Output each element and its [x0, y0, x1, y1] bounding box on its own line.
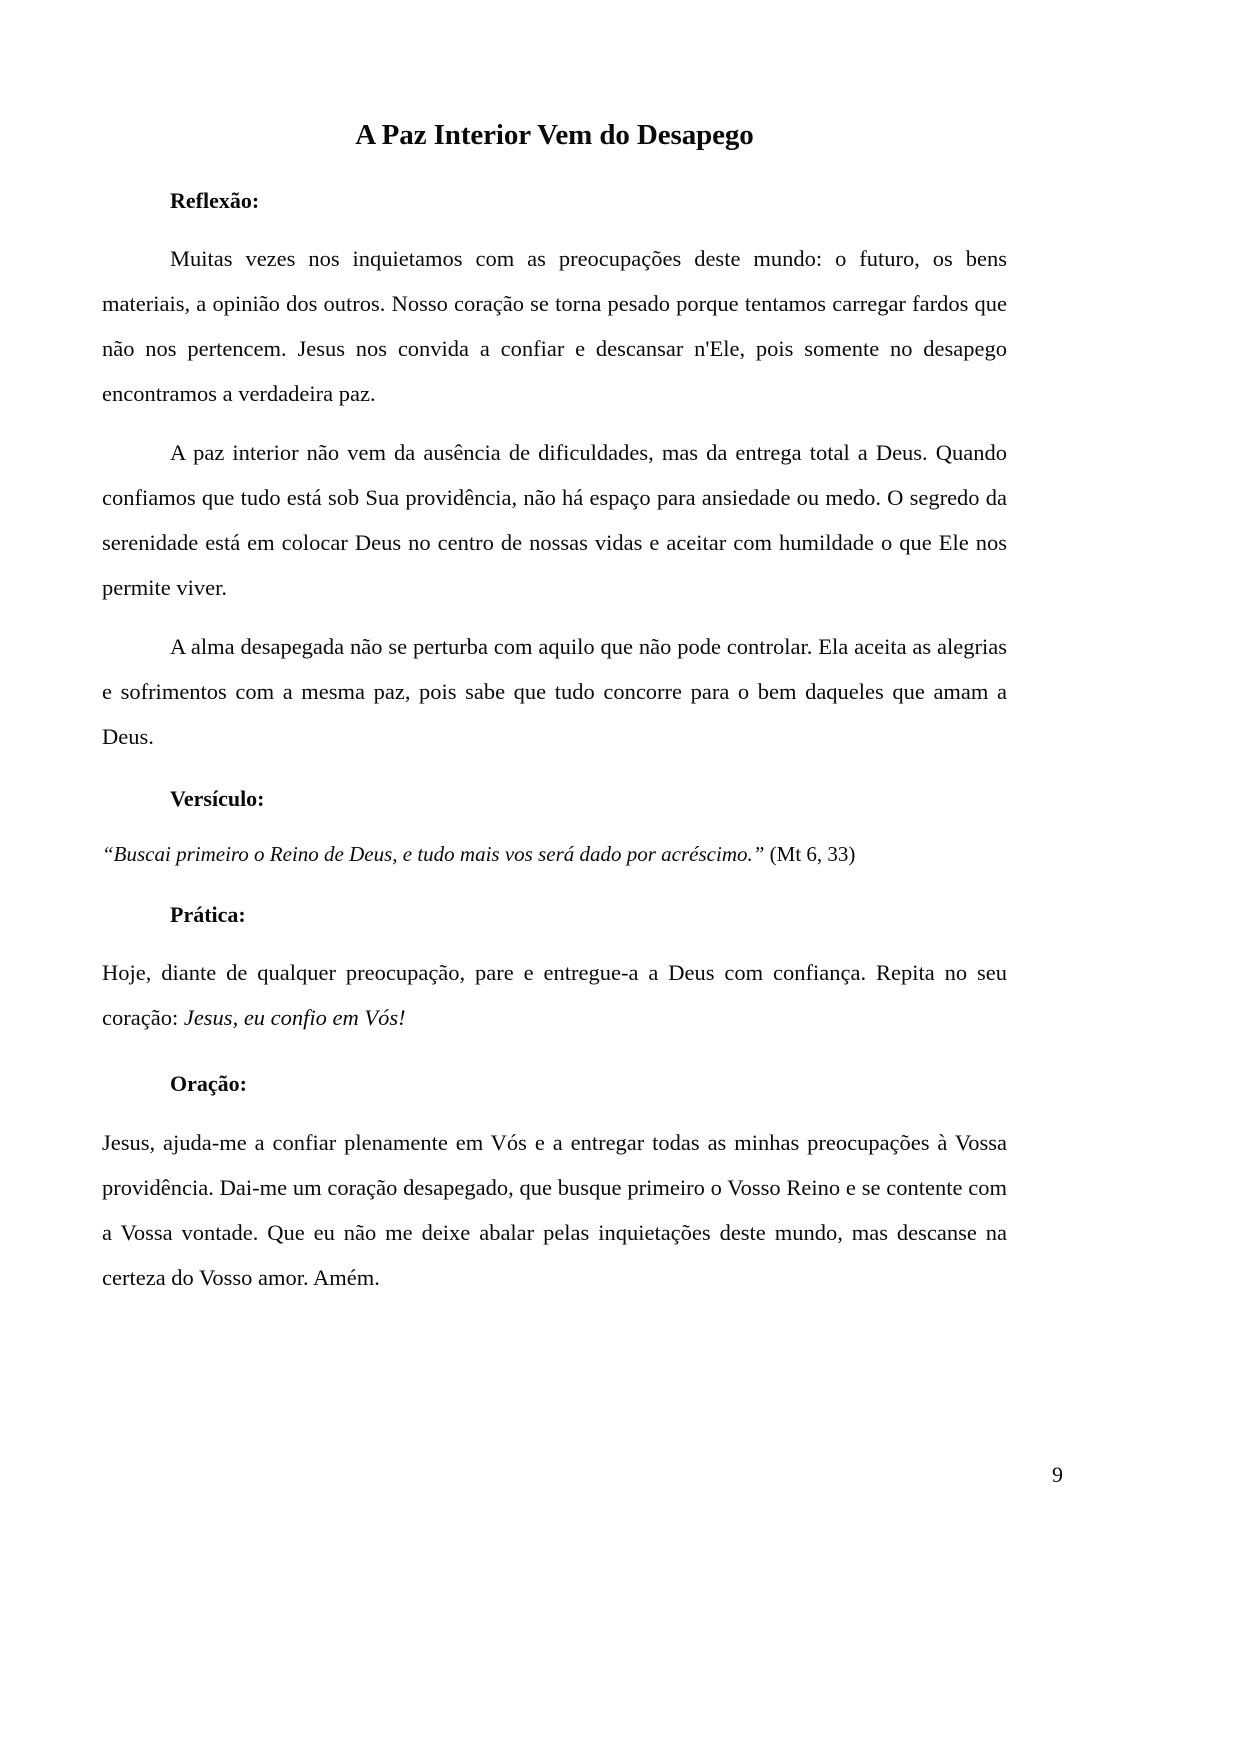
section-heading-oracao: Oração: — [170, 1071, 247, 1097]
spacer-after-reflexao — [102, 759, 1007, 785]
versiculo-reference: (Mt 6, 33) — [764, 841, 856, 866]
spacer-after-versiculo — [102, 885, 1007, 901]
reflexao-paragraph-3: A alma desapegada não se perturba com aquilo que não pode controlar. Ela aceita as alegrias e sofrimentos com a mesma paz, pois sabe que tudo concorre para o bem daqueles que amam a Deus. — [102, 634, 1007, 750]
section-heading-versiculo: Versículo: — [170, 786, 265, 812]
section-heading-reflexao: Reflexão: — [170, 187, 260, 213]
versiculo-quote-text: “Buscai primeiro o Reino de Deus, e tudo mais vos será dado por acréscimo.” — [102, 841, 765, 866]
versiculo-quote-line — [102, 835, 1007, 875]
reflexao-paragraph-1: Muitas vezes nos inquietamos com as preocupações deste mundo: o futuro, os bens materiais, a opinião dos outros. Nosso coração se torna pesado porque tentamos carregar fardos que não nos pertencem. Jesus nos convida a confiar e descansar n'Ele, pois somente no desapego encontramos a verdadeira paz. — [102, 246, 1007, 407]
page-number: 9 — [1052, 1462, 1063, 1487]
page-content — [102, 118, 1007, 1300]
pratica-text: Hoje, diante de qualquer preocupação, pare e entregue-a a Deus com confiança. Repita no seu coração: — [102, 960, 1007, 1031]
pratica-italic-phrase: Jesus, eu confio em Vós! — [183, 1005, 406, 1031]
page-title: A Paz Interior Vem do Desapego — [355, 119, 754, 151]
reflexao-paragraph-2: A paz interior não vem da ausência de dificuldades, mas da entrega total a Deus. Quando confiamos que tudo está sob Sua providência, não há espaço para ansiedade ou medo. O segredo da serenidade está em colocar Deus no centro de nossas vidas e aceitar com humildade o que Ele nos permite viver. — [102, 440, 1007, 601]
oracao-paragraph: Jesus, ajuda-me a confiar plenamente em Vós e a entregar todas as minhas preocupações à Vossa providência. Dai-me um coração desapegado, que busque primeiro o Vosso Reino e se contente com a Vossa vontade. Que eu não me deixe abalar pelas inquietações deste mundo, mas descanse na certeza do Vosso amor. Amém. — [102, 1129, 1007, 1290]
section-heading-pratica: Prática: — [170, 901, 246, 927]
pratica-paragraph — [102, 950, 1007, 1040]
spacer-after-pratica — [102, 1054, 1007, 1070]
